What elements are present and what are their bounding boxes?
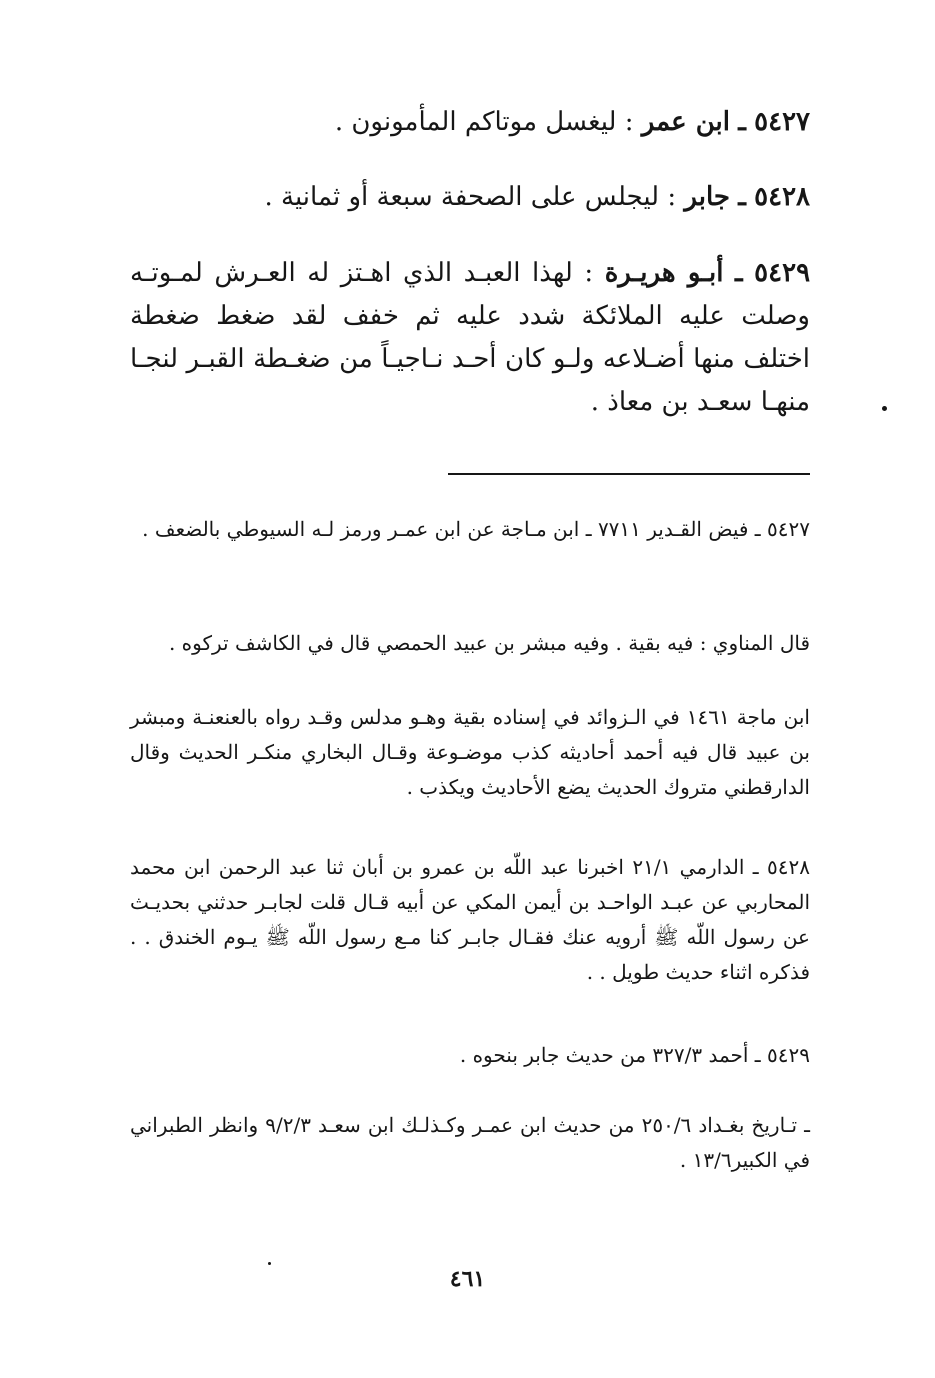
page-number: ٤٦١ bbox=[449, 1266, 486, 1292]
hadith-text: : لهذا العبـد الذي اهـتز له العـرش لمـوتـه وصلت عليه الملائكة شدد عليه ثم خفف لقد ضغط ضغطة اختلف منها أضـلاعه ولـو كان أحـد نـاجيـاً من ضغـطة القبـر لنجـا منهـا سعـد بن معاذ . bbox=[130, 258, 810, 417]
hadith-5427 bbox=[130, 100, 810, 144]
hadith-text: : ليجلس على الصحفة سبعة أو ثمانية . bbox=[264, 182, 677, 212]
hadith-dash: ـ bbox=[738, 107, 746, 137]
hadith-narrator: جابر bbox=[684, 182, 730, 212]
footnote-ibn-majah: ابن ماجة ١٤٦١ في الـزوائد في إسناده بقية وهـو مدلس وقـد رواه بالعنعنـة ومبشر بن عبيد قال فيه أحمد أحاديثه كذب موضـوعة وقـال البخاري منكـر الحديث وقال الدارقطني متروك الحديث يضع الأحاديث ويكذب . bbox=[130, 705, 810, 799]
hadith-number: ٥٤٢٧ bbox=[754, 107, 810, 137]
ink-speck bbox=[268, 1262, 271, 1265]
hadith-5429 bbox=[130, 252, 810, 424]
footnote-5427: ٥٤٢٧ ـ فيض القـدير ٧٧١١ ـ ابن مـاجة عن ابن عمـر ورمز لـه السيوطي بالضعف . bbox=[142, 517, 810, 541]
footnote-5429: ٥٤٢٩ ـ أحمد ٣٢٧/٣ من حديث جابر بنحوه . bbox=[459, 1043, 810, 1067]
footnote-separator bbox=[448, 473, 810, 475]
ink-speck bbox=[882, 406, 887, 411]
hadith-5428 bbox=[130, 175, 810, 219]
hadith-text: : ليغسل موتاكم المأمونون . bbox=[334, 107, 634, 137]
footnote-tarikh-baghdad: ـ تـاريخ بغـداد ٢٥٠/٦ من حديث ابن عمـر وكـذلـك ابن سعـد ٩/٢/٣ وانظر الطبراني في الكبير١٣/٦ . bbox=[130, 1113, 811, 1172]
hadith-dash: ـ bbox=[738, 182, 746, 212]
hadith-narrator: ابن عمر bbox=[641, 107, 730, 137]
hadith-number: ٥٤٢٨ bbox=[754, 182, 810, 212]
footnote-5428: ٥٤٢٨ ـ الدارمي ٢١/١ اخبرنا عبد اللّه بن عمرو بن أبان ثنا عبد الرحمن ابن محمد المحاربي عن عبـد الواحـد بن أيمن المكي عن أبيه قـال قلت لجابـر حدثني بحديـث عن رسول اللّه ﷺ أرويه عنك فقـال جابـر كنا مـع رسول اللّه ﷺ يـوم الخندق . . فذكره اثناء حديث طويل . . bbox=[130, 855, 810, 984]
footnote-manawi: قال المناوي : فيه بقية . وفيه مبشر بن عبيد الحمصي قال في الكاشف تركوه . bbox=[168, 631, 810, 655]
hadith-narrator: أبـو هريـرة bbox=[604, 258, 724, 288]
hadith-number: ٥٤٢٩ bbox=[754, 258, 811, 288]
hadith-dash: ـ bbox=[734, 258, 743, 288]
